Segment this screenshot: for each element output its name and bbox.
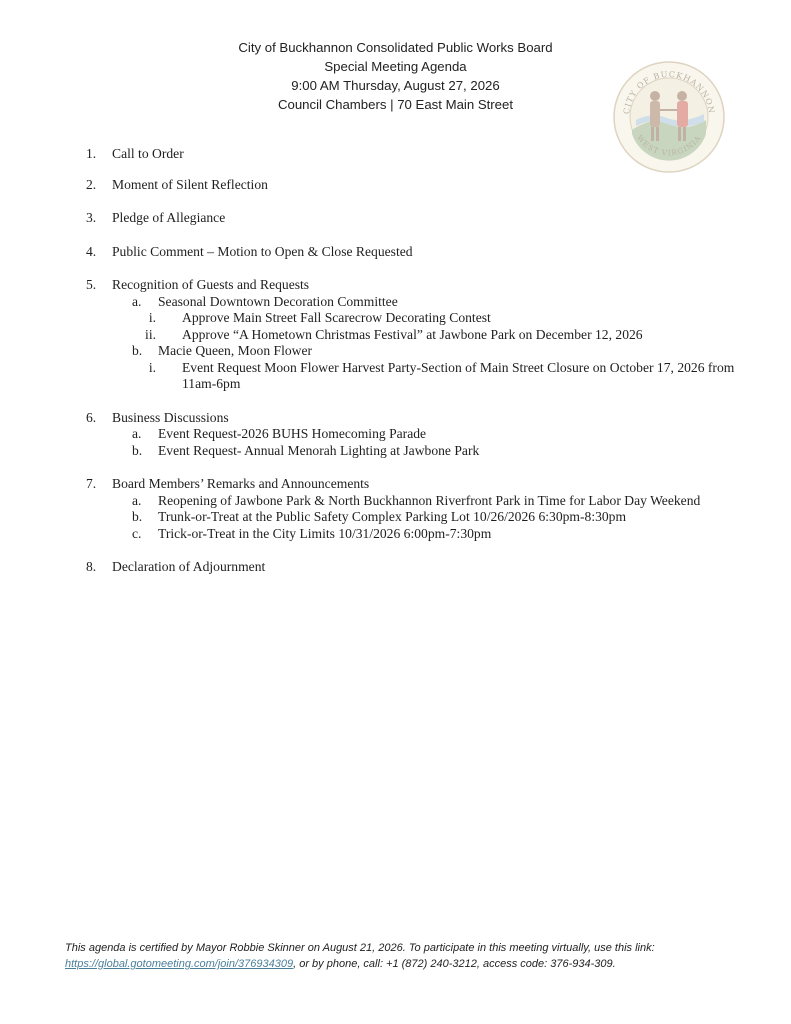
subitem-text: Trunk-or-Treat at the Public Safety Complex Parking Lot 10/26/2026 6:30pm-8:30pm [158, 509, 627, 524]
item-number: 7. [86, 476, 97, 491]
certification-footer [65, 940, 745, 972]
subsubitem-text: Approve “A Hometown Christmas Festival” at Jawbone Park on December 12, 2026 [182, 326, 643, 342]
item-number: 3. [86, 210, 97, 225]
subitem-text: Reopening of Jawbone Park & North Buckhannon Riverfront Park in Time for Labor Day Weekend [158, 492, 701, 508]
agenda-subitem [86, 426, 736, 443]
subitem-text: Trick-or-Treat in the City Limits 10/31/2026 6:00pm-7:30pm [158, 525, 492, 541]
subitem-label: a. [132, 492, 142, 508]
agenda-subitem [86, 343, 736, 360]
svg-text:CITY OF BUCKHANNON: CITY OF BUCKHANNON [622, 69, 717, 115]
subitem-text: Macie Queen, Moon Flower [158, 343, 313, 358]
agenda-subitem [86, 294, 736, 311]
subitem-label: b. [132, 442, 143, 458]
item-number: 1. [86, 146, 97, 161]
item-number: 5. [86, 277, 97, 292]
item-title: Recognition of Guests and Requests [112, 277, 310, 292]
agenda-subsubitem [86, 360, 736, 393]
item-title: Call to Order [112, 146, 184, 161]
item-number: 2. [86, 176, 97, 192]
item-title: Pledge of Allegiance [112, 210, 226, 225]
meeting-datetime: 9:00 AM Thursday, August 27, 2026 [291, 78, 500, 93]
board-name: City of Buckhannon Consolidated Public Works Board [238, 40, 553, 55]
agenda-subitem [86, 509, 736, 526]
footer-certification-text: This agenda is certified by Mayor Robbie Skinner on August 21, 2026. To participate in this meeting virtually, use this link: [65, 942, 655, 954]
item-number: 6. [86, 409, 97, 425]
item-title: Moment of Silent Reflection [112, 176, 268, 192]
meeting-type: Special Meeting Agenda [324, 59, 467, 74]
agenda-item [86, 210, 736, 227]
agenda-item [86, 410, 736, 427]
item-title: Business Discussions [112, 409, 229, 425]
subitem-text: Event Request-2026 BUHS Homecoming Parade [158, 426, 427, 441]
agenda-item [86, 277, 736, 294]
item-title: Declaration of Adjournment [112, 559, 266, 574]
agenda-item [86, 177, 736, 194]
subsubitem-label: i. [148, 310, 156, 325]
subsubitem-text: Event Request Moon Flower Harvest Party-Section of Main Street Closure on October 17, 2026 from 11am-6pm [182, 359, 735, 391]
subitem-text: Event Request- Annual Menorah Lighting at Jawbone Park [158, 442, 480, 458]
svg-text:WEST VIRGINIA: WEST VIRGINIA [635, 133, 703, 158]
agenda-item [86, 146, 736, 163]
agenda-subsubitem [86, 327, 736, 344]
item-number: 4. [86, 243, 97, 259]
subitem-label: c. [132, 525, 142, 541]
item-title: Board Members’ Remarks and Announcements [112, 476, 370, 491]
agenda-subitem [86, 443, 736, 460]
footer-phone-text: , or by phone, call: +1 (872) 240-3212, access code: 376-934-309. [293, 958, 616, 970]
agenda-subsubitem [86, 310, 736, 327]
subsubitem-label: ii. [145, 326, 156, 342]
subsubitem-label: i. [148, 359, 156, 375]
agenda-list [86, 146, 736, 576]
agenda-subitem [86, 493, 736, 510]
subitem-label: b. [132, 343, 143, 358]
agenda-subitem [86, 526, 736, 543]
subitem-label: a. [132, 293, 142, 309]
item-title: Public Comment – Motion to Open & Close Requested [112, 243, 413, 259]
meeting-link[interactable]: https://global.gotomeeting.com/join/376934309 [65, 958, 294, 970]
agenda-item [86, 476, 736, 493]
subitem-text: Seasonal Downtown Decoration Committee [158, 293, 398, 309]
meeting-location: Council Chambers | 70 East Main Street [277, 97, 514, 112]
subsubitem-text: Approve Main Street Fall Scarecrow Decorating Contest [182, 310, 491, 325]
subitem-label: a. [132, 426, 142, 441]
agenda-item [86, 559, 736, 576]
agenda-item [86, 244, 736, 261]
subitem-label: b. [132, 509, 143, 524]
item-number: 8. [86, 559, 97, 574]
